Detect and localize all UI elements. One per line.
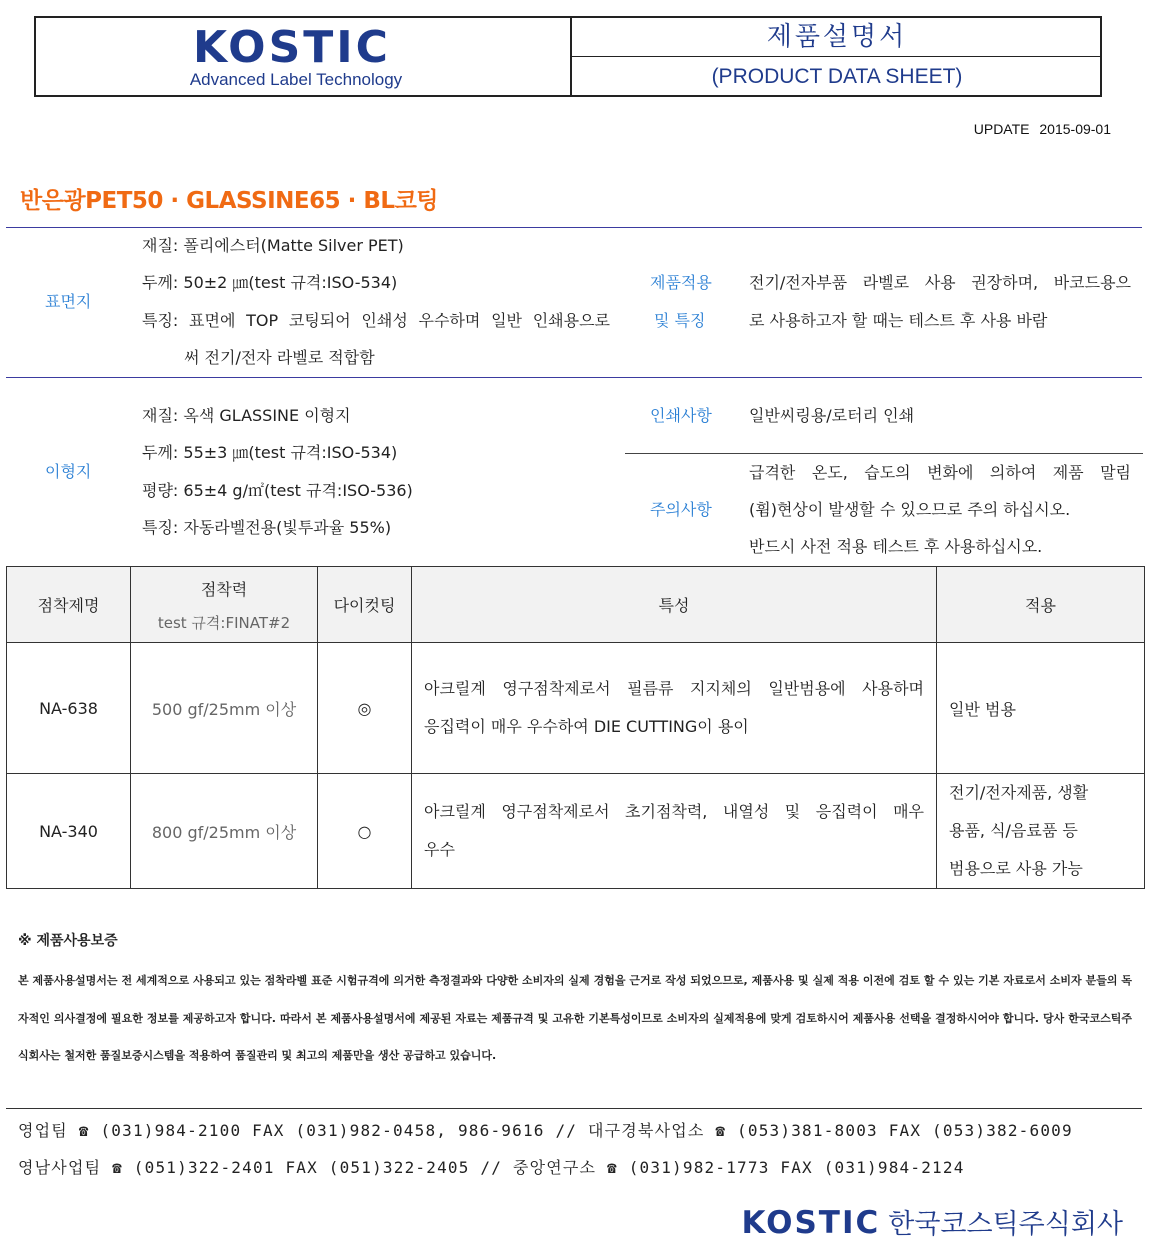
- header-adhesion-sub: test 규격:FINAT#2: [157, 613, 291, 632]
- warranty-title: ※ 제품사용보증: [18, 933, 118, 949]
- use-line: 전기/전자제품, 생활: [949, 783, 1089, 802]
- property-line: 아크릴계 영구점착제로서 초기점착력, 내열성 및 응집력이 매우: [424, 802, 924, 821]
- liner-basis-weight: 평량: 65±4 g/㎡(test 규격:ISO-536): [142, 481, 413, 500]
- header-property: 특성: [412, 567, 937, 643]
- liner-label: 이형지: [45, 462, 92, 481]
- caution-text-2: (휨)현상이 발생할 수 있으므로 주의 하십시오.: [749, 500, 1071, 519]
- caution-label: 주의사항: [650, 500, 712, 519]
- contact-line-2: 영남사업팀 ☎ (051)322-2401 FAX (051)322-2405 // 중앙연구소 ☎ (031)982-1773 FAX (031)984-2124: [18, 1158, 965, 1177]
- adhesive-table: [6, 566, 1145, 889]
- header-adhesion: [131, 567, 318, 643]
- document-title-en: (PRODUCT DATA SHEET): [711, 65, 963, 88]
- property-line: 우수: [424, 840, 455, 859]
- header-box: [34, 16, 1102, 97]
- header-adhesive-name: 점착제명: [7, 567, 131, 643]
- row-divider: [625, 453, 1143, 454]
- adhesion-value: 800 gf/25mm 이상: [131, 774, 318, 889]
- header-title-divider: [570, 56, 1102, 57]
- product-title: 반은광PET50 · GLASSINE65 · BL코팅: [20, 188, 439, 214]
- caution-text-3: 반드시 사전 적용 테스트 후 사용하십시오.: [749, 537, 1043, 556]
- document-title-kr: 제품설명서: [766, 22, 908, 52]
- header-diecut: 다이컷팅: [318, 567, 412, 643]
- print-label: 인쇄사항: [650, 406, 712, 425]
- facestock-material: 재질: 폴리에스터(Matte Silver PET): [142, 236, 404, 255]
- application-text-2: 로 사용하고자 할 때는 테스트 후 사용 바람: [749, 311, 1048, 330]
- caution-text-1: 급격한 온도, 습도의 변화에 의하여 제품 말림: [749, 463, 1131, 482]
- header-use: 적용: [937, 567, 1145, 643]
- print-value: 일반씨링용/로터리 인쇄: [749, 406, 915, 425]
- property-cell: [412, 643, 937, 774]
- application-label-2: 및 특징: [654, 311, 706, 330]
- property-line: 응집력이 매우 우수하여 DIE CUTTING이 용이: [424, 717, 749, 736]
- section-divider: [6, 227, 1142, 228]
- footer-divider: [6, 1108, 1142, 1109]
- footer-brand: [742, 1202, 1124, 1241]
- property-line: 아크릴계 영구점착제로서 필름류 지지체의 일반범용에 사용하며: [424, 679, 924, 698]
- adhesive-name: NA-638: [7, 643, 131, 774]
- adhesion-value: 500 gf/25mm 이상: [131, 643, 318, 774]
- footer-logo: KOSTIC: [741, 1205, 881, 1241]
- update-date: UPDATE 2015-09-01: [973, 121, 1111, 137]
- use-cell: [937, 774, 1145, 889]
- application-label: 제품적용: [650, 273, 712, 292]
- logo-tagline: Advanced Label Technology: [189, 70, 403, 89]
- kostic-logo: KOSTIC: [193, 22, 391, 73]
- facestock-thickness: 두께: 50±2 ㎛(test 규격:ISO-534): [142, 273, 398, 292]
- section-divider: [6, 377, 1142, 378]
- warranty-text: 본 제품사용설명서는 전 세계적으로 사용되고 있는 점착라벨 표준 시험규격에 의거한 측정결과와 다양한 소비자의 실제 경험을 근거로 작성 되었으므로, 제품사용 및 실제 적용 이전에 검토 할 수 있는 기본 자료로서 소비자 분들의 독자적인 의사결정에 필요한 정보를 제공하고자 합니다. 따라서 본 제품사용설명서에 제공된 자료는 제품규격 및 고유한 기본특성이므로 소비자의 실제적용에 맞게 검토하시어 제품사용 선택을 결정하시어야 합니다. 당사 한국코스틱주식회사는 철저한 품질보증시스템을 적용하여 품질관리 및 최고의 제품만을 생산 공급하고 있습니다.: [18, 974, 1132, 1062]
- facestock-feature-cont: 써 전기/전자 라벨로 적합함: [184, 348, 375, 367]
- property-cell: [412, 774, 937, 889]
- liner-material: 재질: 옥색 GLASSINE 이형지: [142, 406, 351, 425]
- use-cell: 일반 범용: [937, 643, 1145, 774]
- diecut-rating: ◎: [318, 643, 412, 774]
- use-line: 용품, 식/음료품 등: [949, 821, 1078, 840]
- use-line: 범용으로 사용 가능: [949, 859, 1083, 878]
- company-name: 한국코스틱주식회사: [888, 1209, 1123, 1240]
- diecut-rating: ○: [318, 774, 412, 889]
- table-row: [7, 774, 1145, 889]
- liner-feature: 특징: 자동라벨전용(빛투과율 55%): [142, 518, 392, 537]
- header-adhesion-label: 점착력: [200, 579, 248, 599]
- table-header-row: [7, 567, 1145, 643]
- liner-thickness: 두께: 55±3 ㎛(test 규격:ISO-534): [142, 443, 398, 462]
- facestock-label: 표면지: [45, 292, 92, 311]
- adhesive-name: NA-340: [7, 774, 131, 889]
- application-text-1: 전기/전자부품 라벨로 사용 권장하며, 바코드용으: [749, 273, 1131, 292]
- table-row: [7, 643, 1145, 774]
- facestock-feature: 특징: 표면에 TOP 코팅되어 인쇄성 우수하며 일반 인쇄용으로: [142, 311, 610, 330]
- contact-line-1: 영업팀 ☎ (031)984-2100 FAX (031)982-0458, 986-9616 // 대구경북사업소 ☎ (053)381-8003 FAX (053)382-6009: [18, 1121, 1073, 1140]
